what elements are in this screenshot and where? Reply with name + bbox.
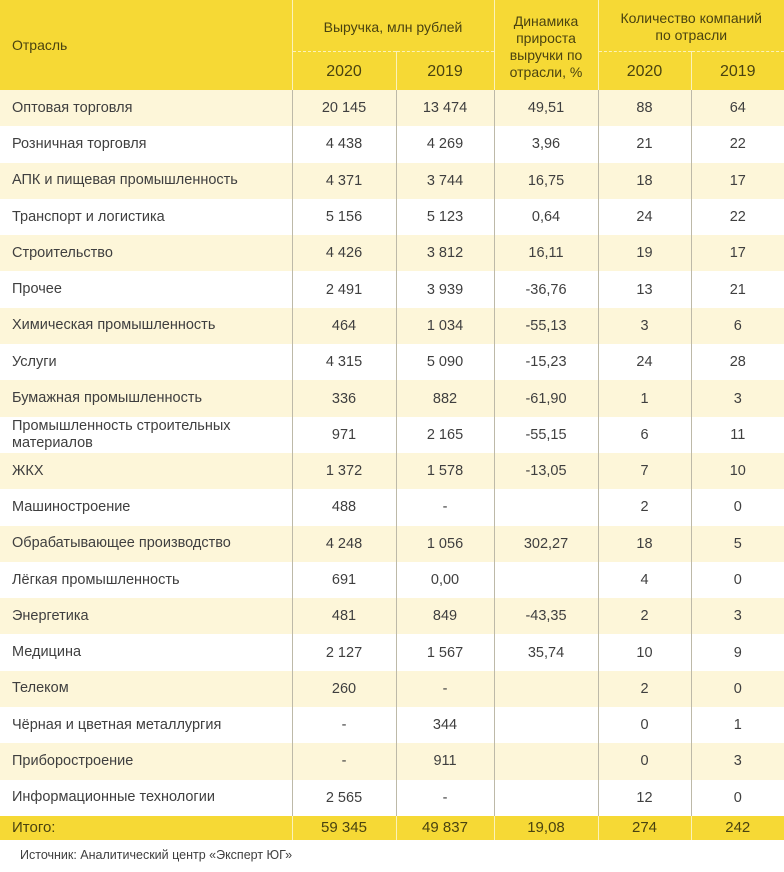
revenue-2019: 4 269 — [396, 126, 494, 162]
companies-2020: 19 — [598, 235, 691, 271]
companies-2019: 17 — [691, 235, 784, 271]
header-dynamics: Динамика прироста выручки по отрасли, % — [494, 0, 598, 90]
revenue-2020: 20 145 — [292, 90, 396, 126]
companies-2020: 88 — [598, 90, 691, 126]
industry-name: Машиностроение — [0, 489, 292, 525]
revenue-2019: 1 056 — [396, 526, 494, 562]
companies-2020: 24 — [598, 199, 691, 235]
industry-name: Приборостроение — [0, 743, 292, 779]
companies-2020: 2 — [598, 489, 691, 525]
companies-2020: 13 — [598, 271, 691, 307]
companies-2019: 0 — [691, 671, 784, 707]
revenue-dynamics: 49,51 — [494, 90, 598, 126]
revenue-2020: 2 565 — [292, 780, 396, 816]
revenue-2019: 5 090 — [396, 344, 494, 380]
table-row — [0, 235, 784, 271]
table-row — [0, 707, 784, 743]
revenue-2020: 488 — [292, 489, 396, 525]
revenue-dynamics — [494, 780, 598, 816]
header-companies-2020: 2020 — [598, 52, 691, 91]
revenue-2020: 5 156 — [292, 199, 396, 235]
revenue-2019: 5 123 — [396, 199, 494, 235]
companies-2020: 6 — [598, 417, 691, 453]
companies-2019: 22 — [691, 126, 784, 162]
companies-2019: 3 — [691, 380, 784, 416]
revenue-2020: 971 — [292, 417, 396, 453]
companies-2019: 21 — [691, 271, 784, 307]
revenue-2019: - — [396, 780, 494, 816]
revenue-dynamics: 0,64 — [494, 199, 598, 235]
revenue-2019: 849 — [396, 598, 494, 634]
companies-2019: 64 — [691, 90, 784, 126]
companies-2020: 1 — [598, 380, 691, 416]
revenue-2019: 344 — [396, 707, 494, 743]
companies-2020: 4 — [598, 562, 691, 598]
revenue-2020: 481 — [292, 598, 396, 634]
industry-name: Медицина — [0, 634, 292, 670]
revenue-2019: - — [396, 671, 494, 707]
companies-2019: 11 — [691, 417, 784, 453]
table-row — [0, 344, 784, 380]
industry-name: Оптовая торговля — [0, 90, 292, 126]
revenue-2020: 4 371 — [292, 163, 396, 199]
table-row — [0, 380, 784, 416]
industry-name: Энергетика — [0, 598, 292, 634]
companies-2020: 10 — [598, 634, 691, 670]
companies-2019: 3 — [691, 598, 784, 634]
industry-name: Информационные технологии — [0, 780, 292, 816]
revenue-2020: 260 — [292, 671, 396, 707]
companies-2019: 17 — [691, 163, 784, 199]
companies-2019: 3 — [691, 743, 784, 779]
table-row — [0, 671, 784, 707]
companies-2020: 2 — [598, 598, 691, 634]
revenue-dynamics: 3,96 — [494, 126, 598, 162]
revenue-dynamics: 302,27 — [494, 526, 598, 562]
revenue-dynamics — [494, 707, 598, 743]
industry-name: Промышленность строительных материалов — [0, 417, 292, 453]
total-row — [0, 816, 784, 840]
header-revenue: Выручка, млн рублей — [292, 0, 494, 52]
revenue-dynamics: 16,75 — [494, 163, 598, 199]
revenue-dynamics — [494, 671, 598, 707]
revenue-dynamics: -55,13 — [494, 308, 598, 344]
industry-name: Прочее — [0, 271, 292, 307]
revenue-2020: 2 491 — [292, 271, 396, 307]
companies-2020: 12 — [598, 780, 691, 816]
industry-name: Строительство — [0, 235, 292, 271]
revenue-2019: 1 567 — [396, 634, 494, 670]
table-row — [0, 126, 784, 162]
companies-2019: 9 — [691, 634, 784, 670]
revenue-dynamics: -36,76 — [494, 271, 598, 307]
total-revenue-dynamics: 19,08 — [494, 816, 598, 840]
table-row — [0, 634, 784, 670]
revenue-2019: 3 812 — [396, 235, 494, 271]
revenue-dynamics — [494, 489, 598, 525]
companies-2020: 24 — [598, 344, 691, 380]
companies-2020: 21 — [598, 126, 691, 162]
revenue-2020: 691 — [292, 562, 396, 598]
revenue-dynamics: 35,74 — [494, 634, 598, 670]
table-row — [0, 453, 784, 489]
header-industry: Отрасль — [0, 0, 292, 90]
industry-name: Телеком — [0, 671, 292, 707]
table-row — [0, 489, 784, 525]
companies-2019: 28 — [691, 344, 784, 380]
table-row — [0, 780, 784, 816]
revenue-2019: 882 — [396, 380, 494, 416]
revenue-dynamics: -55,15 — [494, 417, 598, 453]
revenue-2019: - — [396, 489, 494, 525]
table-row — [0, 308, 784, 344]
table-row — [0, 417, 784, 453]
companies-2019: 5 — [691, 526, 784, 562]
revenue-dynamics: -15,23 — [494, 344, 598, 380]
revenue-2019: 1 034 — [396, 308, 494, 344]
revenue-2020: 1 372 — [292, 453, 396, 489]
revenue-2020: 4 438 — [292, 126, 396, 162]
companies-2019: 0 — [691, 780, 784, 816]
companies-2019: 6 — [691, 308, 784, 344]
industry-name: Транспорт и логистика — [0, 199, 292, 235]
table-row — [0, 598, 784, 634]
companies-2020: 18 — [598, 163, 691, 199]
industry-name: Бумажная промышленность — [0, 380, 292, 416]
companies-2020: 0 — [598, 743, 691, 779]
industry-name: Чёрная и цветная металлургия — [0, 707, 292, 743]
table-row — [0, 271, 784, 307]
header-companies: Количество компаний по отрасли — [598, 0, 784, 52]
revenue-2020: 336 — [292, 380, 396, 416]
companies-2019: 10 — [691, 453, 784, 489]
table-row — [0, 562, 784, 598]
companies-2019: 0 — [691, 562, 784, 598]
industry-name: Химическая промышленность — [0, 308, 292, 344]
source-note: Источник: Аналитический центр «Эксперт ЮГ» — [20, 847, 293, 862]
total-revenue-2020: 59 345 — [292, 816, 396, 840]
total-industry-name: Итого: — [0, 816, 292, 840]
revenue-2020: 4 315 — [292, 344, 396, 380]
industry-name: Обрабатывающее производство — [0, 526, 292, 562]
total-companies-2020: 274 — [598, 816, 691, 840]
revenue-2019: 1 578 — [396, 453, 494, 489]
companies-2020: 7 — [598, 453, 691, 489]
companies-2019: 0 — [691, 489, 784, 525]
table-row — [0, 163, 784, 199]
industry-name: Лёгкая промышленность — [0, 562, 292, 598]
industry-name: Услуги — [0, 344, 292, 380]
revenue-2020: 2 127 — [292, 634, 396, 670]
header-revenue-2020: 2020 — [292, 52, 396, 91]
revenue-dynamics — [494, 743, 598, 779]
companies-2019: 22 — [691, 199, 784, 235]
header-revenue-2019: 2019 — [396, 52, 494, 91]
revenue-2019: 13 474 — [396, 90, 494, 126]
revenue-2019: 0,00 — [396, 562, 494, 598]
revenue-2019: 911 — [396, 743, 494, 779]
revenue-dynamics: -61,90 — [494, 380, 598, 416]
revenue-2020: 464 — [292, 308, 396, 344]
companies-2020: 3 — [598, 308, 691, 344]
companies-2020: 18 — [598, 526, 691, 562]
revenue-2020: - — [292, 743, 396, 779]
revenue-2019: 3 939 — [396, 271, 494, 307]
companies-2020: 0 — [598, 707, 691, 743]
revenue-dynamics — [494, 562, 598, 598]
companies-2019: 1 — [691, 707, 784, 743]
industry-name: АПК и пищевая промышленность — [0, 163, 292, 199]
industry-name: Розничная торговля — [0, 126, 292, 162]
revenue-2020: - — [292, 707, 396, 743]
revenue-2020: 4 248 — [292, 526, 396, 562]
revenue-2019: 2 165 — [396, 417, 494, 453]
total-companies-2019: 242 — [691, 816, 784, 840]
companies-2020: 2 — [598, 671, 691, 707]
revenue-dynamics: -13,05 — [494, 453, 598, 489]
revenue-dynamics: 16,11 — [494, 235, 598, 271]
header-companies-2019: 2019 — [691, 52, 784, 91]
industry-name: ЖКХ — [0, 453, 292, 489]
total-revenue-2019: 49 837 — [396, 816, 494, 840]
table-row — [0, 90, 784, 126]
table-row — [0, 526, 784, 562]
table-row — [0, 199, 784, 235]
table-row — [0, 743, 784, 779]
revenue-2020: 4 426 — [292, 235, 396, 271]
revenue-dynamics: -43,35 — [494, 598, 598, 634]
revenue-2019: 3 744 — [396, 163, 494, 199]
